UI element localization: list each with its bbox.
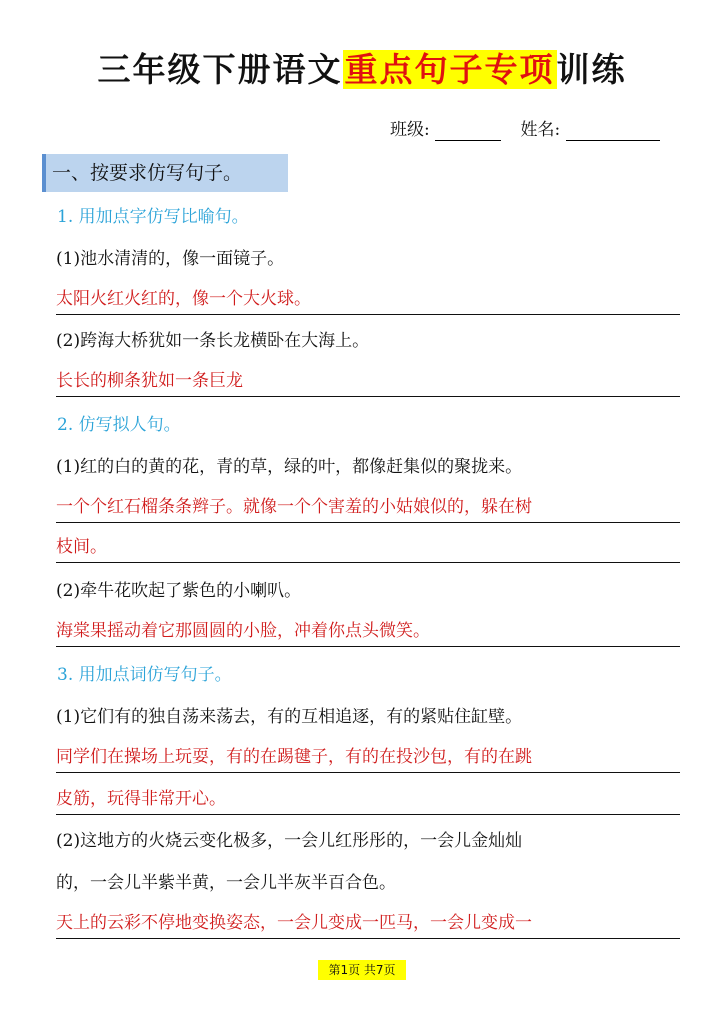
q2-item-2-answer: 海棠果摇动着它那圆圆的小脸，冲着你点头微笑。 [56, 616, 680, 647]
q1-item-1-answer: 太阳火红火红的，像一个大火球。 [56, 284, 680, 315]
title-prefix: 三年级下册语文 [97, 50, 343, 89]
class-label: 班级: [390, 120, 430, 140]
q3-item-1-answer-line-1: 同学们在操场上玩耍，有的在踢毽子，有的在投沙包，有的在跳 [56, 742, 680, 773]
q3-item-2-answer: 天上的云彩不停地变换姿态，一会儿变成一匹马，一会儿变成一 [56, 908, 680, 939]
class-blank[interactable] [435, 120, 501, 141]
q2-item-1-answer-line-1: 一个个红石榴条条辫子。就像一个个害羞的小姑娘似的，躲在树 [56, 492, 680, 523]
question-2-prompt: 2. 仿写拟人句。 [57, 415, 181, 435]
question-1-prompt: 1. 用加点字仿写比喻句。 [57, 207, 249, 227]
title-suffix: 训练 [556, 50, 627, 89]
q3-item-2-sentence-line-2: 的，一会儿半紫半黄，一会儿半灰半百合色。 [56, 873, 396, 893]
name-blank[interactable] [566, 120, 660, 141]
question-3-prompt: 3. 用加点词仿写句子。 [57, 665, 232, 685]
q1-item-2-answer: 长长的柳条犹如一条巨龙 [56, 366, 680, 397]
page-number-badge: 第1页 共7页 [318, 960, 406, 980]
q2-item-1-answer-line-2: 枝间。 [56, 532, 680, 563]
q3-item-1-answer-line-2: 皮筋，玩得非常开心。 [56, 784, 680, 815]
q1-item-2-sentence: (2)跨海大桥犹如一条长龙横卧在大海上。 [56, 331, 370, 351]
page-title [0, 42, 724, 98]
q2-item-2-sentence: (2)牵牛花吹起了紫色的小喇叭。 [56, 581, 302, 601]
title-highlight: 重点句子专项 [344, 50, 555, 89]
q3-item-1-sentence: (1)它们有的独自荡来荡去，有的互相追逐，有的紧贴住缸壁。 [56, 707, 523, 727]
name-class-row [390, 116, 690, 144]
section-heading: 一、按要求仿写句子。 [42, 154, 288, 192]
q2-item-1-sentence: (1)红的白的黄的花，青的草，绿的叶，都像赶集似的聚拢来。 [56, 457, 523, 477]
q3-item-2-sentence-line-1: (2)这地方的火烧云变化极多，一会儿红彤彤的，一会儿金灿灿 [56, 831, 523, 851]
name-label: 姓名: [520, 120, 561, 140]
q1-item-1-sentence: (1)池水清清的，像一面镜子。 [56, 249, 285, 269]
